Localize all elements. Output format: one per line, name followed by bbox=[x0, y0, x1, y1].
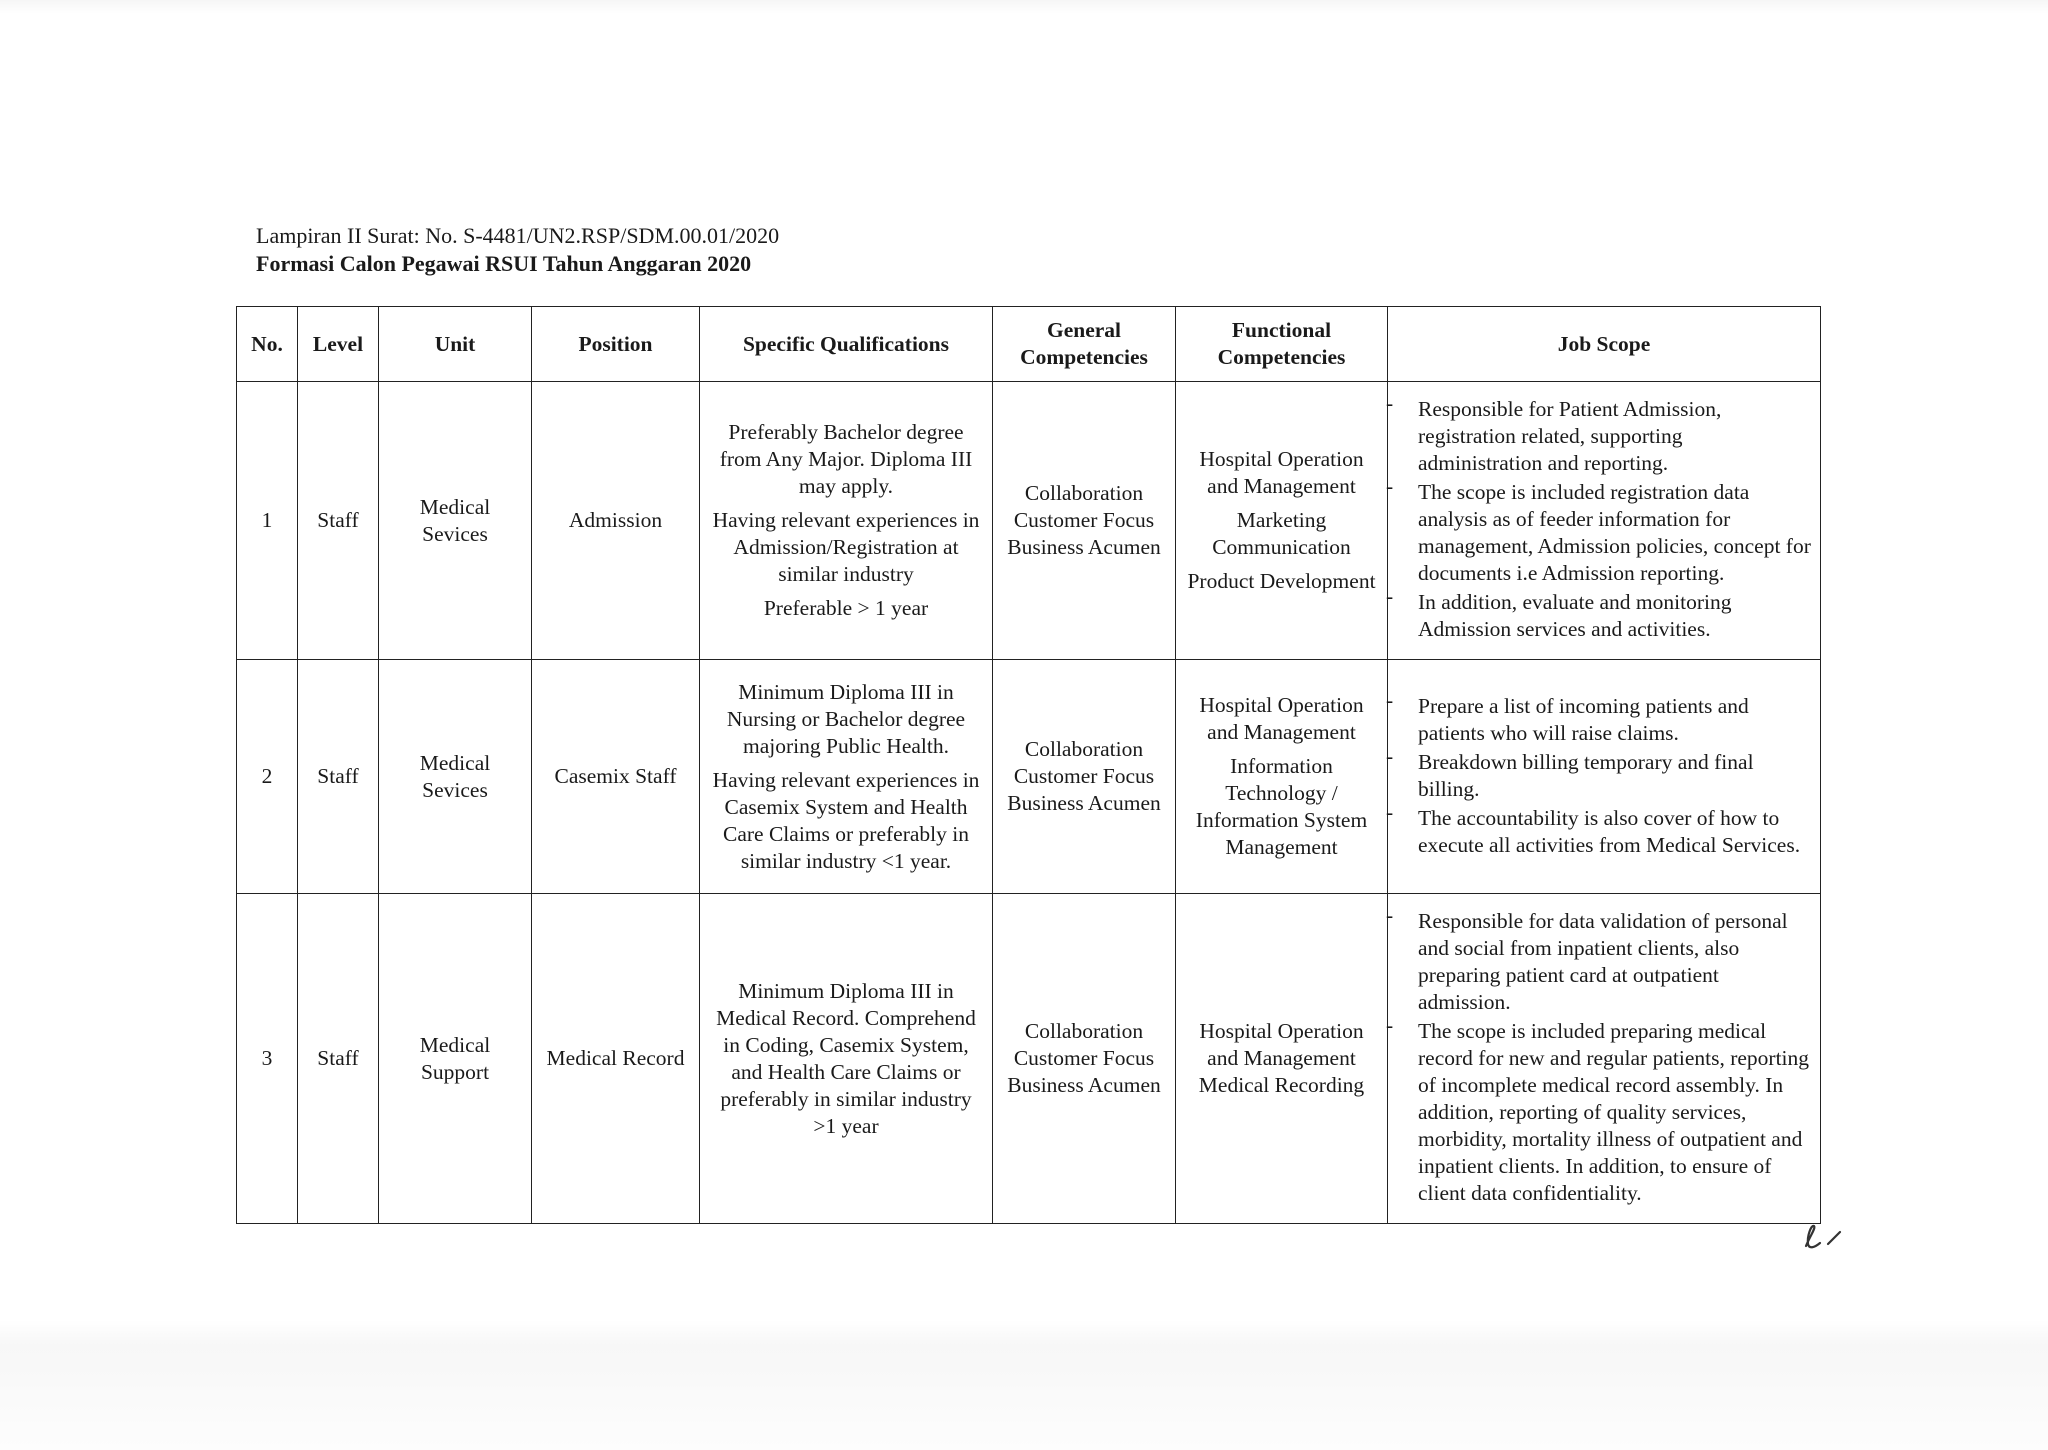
job-scope-item: - Breakdown billing temporary and final billing. bbox=[1418, 749, 1812, 803]
table-row bbox=[237, 382, 1821, 660]
job-scope-item: - Responsible for Patient Admission, registration related, supporting administration and reporting. bbox=[1418, 396, 1812, 477]
job-scope-item: - Prepare a list of incoming patients and patients who will raise claims. bbox=[1418, 693, 1812, 747]
cell-level: Staff bbox=[298, 894, 379, 1224]
qualification-text: Preferably Bachelor degree from Any Major. Diploma III may apply. bbox=[719, 420, 973, 498]
cell-no: 2 bbox=[237, 660, 298, 894]
cell-functional-competencies bbox=[1176, 382, 1388, 660]
cell-general-competencies bbox=[993, 660, 1176, 894]
qualification-text: Minimum Diploma III in Medical Record. Comprehend in Coding, Casemix System, and Health Care Claims or preferably in similar industry >1 year bbox=[716, 978, 976, 1138]
column-header-specific-qualifications: Specific Qualifications bbox=[700, 307, 993, 382]
column-header-no: No. bbox=[237, 307, 298, 382]
competency-item: Business Acumen bbox=[1007, 791, 1161, 815]
functional-competency-item: Medical Recording bbox=[1198, 1073, 1365, 1097]
table-row bbox=[237, 660, 1821, 894]
qualification-text: Having relevant experiences in Admission/Registration at similar industry bbox=[712, 508, 980, 586]
job-scope-item: - The scope is included registration data analysis as of feeder information for management, Admission policies, concept for documents i.e Admission reporting. bbox=[1418, 479, 1812, 587]
table-row bbox=[237, 894, 1821, 1224]
cell-unit: Medical Support bbox=[379, 894, 532, 1224]
qualification-text: Having relevant experiences in Casemix System and Health Care Claims or preferably in similar industry <1 year. bbox=[712, 767, 980, 873]
qualification-text: Minimum Diploma III in Nursing or Bachelor degree majoring Public Health. bbox=[726, 679, 966, 758]
column-header-job-scope: Job Scope bbox=[1388, 307, 1821, 382]
functional-competency-item: Hospital Operation and Management bbox=[1199, 1019, 1364, 1070]
competency-item: Collaboration bbox=[1024, 481, 1144, 505]
document-title: Formasi Calon Pegawai RSUI Tahun Anggaran 2020 bbox=[256, 251, 752, 276]
column-header-position: Position bbox=[532, 307, 700, 382]
cell-job-scope bbox=[1388, 382, 1821, 660]
cell-position: Casemix Staff bbox=[532, 660, 700, 894]
functional-competency-item: Marketing Communication bbox=[1212, 508, 1351, 559]
document-heading bbox=[256, 222, 779, 278]
competency-item: Collaboration bbox=[1024, 1019, 1144, 1043]
job-scope-list bbox=[1396, 908, 1812, 1207]
cell-no: 1 bbox=[237, 382, 298, 660]
job-scope-item: - The scope is included preparing medical record for new and regular patients, reporting of incomplete medical record assembly. In addition, reporting of quality services, morbidity, mortality illness of outpatient and inpatient clients. In addition, to ensure of client data confidentiality. bbox=[1418, 1018, 1812, 1207]
column-header-unit: Unit bbox=[379, 307, 532, 382]
column-header-functional-competencies: Functional Competencies bbox=[1176, 307, 1388, 382]
column-header-general-competencies: General Competencies bbox=[993, 307, 1176, 382]
job-scope-item: - Responsible for data validation of personal and social from inpatient clients, also preparing patient card at outpatient admission. bbox=[1418, 908, 1812, 1016]
functional-competency-item: Hospital Operation and Management bbox=[1199, 447, 1364, 498]
competency-item: Customer Focus bbox=[1013, 1046, 1155, 1070]
cell-qualifications bbox=[700, 660, 993, 894]
cell-functional-competencies bbox=[1176, 894, 1388, 1224]
cell-general-competencies bbox=[993, 382, 1176, 660]
cell-job-scope bbox=[1388, 894, 1821, 1224]
job-scope-item: - In addition, evaluate and monitoring Admission services and activities. bbox=[1418, 589, 1812, 643]
job-scope-item: - The accountability is also cover of how to execute all activities from Medical Services. bbox=[1418, 805, 1812, 859]
cell-unit: Medical Sevices bbox=[379, 660, 532, 894]
functional-competency-item: Information Technology / Information System Management bbox=[1195, 754, 1368, 859]
functional-competency-item: Hospital Operation and Management bbox=[1199, 693, 1364, 744]
cell-qualifications bbox=[700, 894, 993, 1224]
cell-unit: Medical Sevices bbox=[379, 382, 532, 660]
functional-competency-item: Product Development bbox=[1187, 569, 1376, 593]
cell-no: 3 bbox=[237, 894, 298, 1224]
competency-item: Customer Focus bbox=[1013, 764, 1155, 788]
cell-qualifications bbox=[700, 382, 993, 660]
table-header-row bbox=[237, 307, 1821, 382]
cell-level: Staff bbox=[298, 382, 379, 660]
cell-position: Medical Record bbox=[532, 894, 700, 1224]
job-scope-list bbox=[1396, 693, 1812, 859]
qualification-text: Preferable > 1 year bbox=[763, 596, 929, 620]
competency-item: Business Acumen bbox=[1007, 1073, 1161, 1097]
cell-functional-competencies bbox=[1176, 660, 1388, 894]
competency-item: Customer Focus bbox=[1013, 508, 1155, 532]
competency-item: Business Acumen bbox=[1007, 535, 1161, 559]
letter-reference: Lampiran II Surat: No. S-4481/UN2.RSP/SDM.00.01/2020 bbox=[256, 223, 780, 248]
formation-table-wrapper bbox=[236, 306, 1821, 1224]
handwritten-initials-mark bbox=[1796, 1222, 1848, 1256]
formation-table bbox=[236, 306, 1821, 1224]
job-scope-list bbox=[1396, 396, 1812, 643]
cell-general-competencies bbox=[993, 894, 1176, 1224]
column-header-level: Level bbox=[298, 307, 379, 382]
competency-item: Collaboration bbox=[1024, 737, 1144, 761]
cell-job-scope bbox=[1388, 660, 1821, 894]
cell-position: Admission bbox=[532, 382, 700, 660]
cell-level: Staff bbox=[298, 660, 379, 894]
